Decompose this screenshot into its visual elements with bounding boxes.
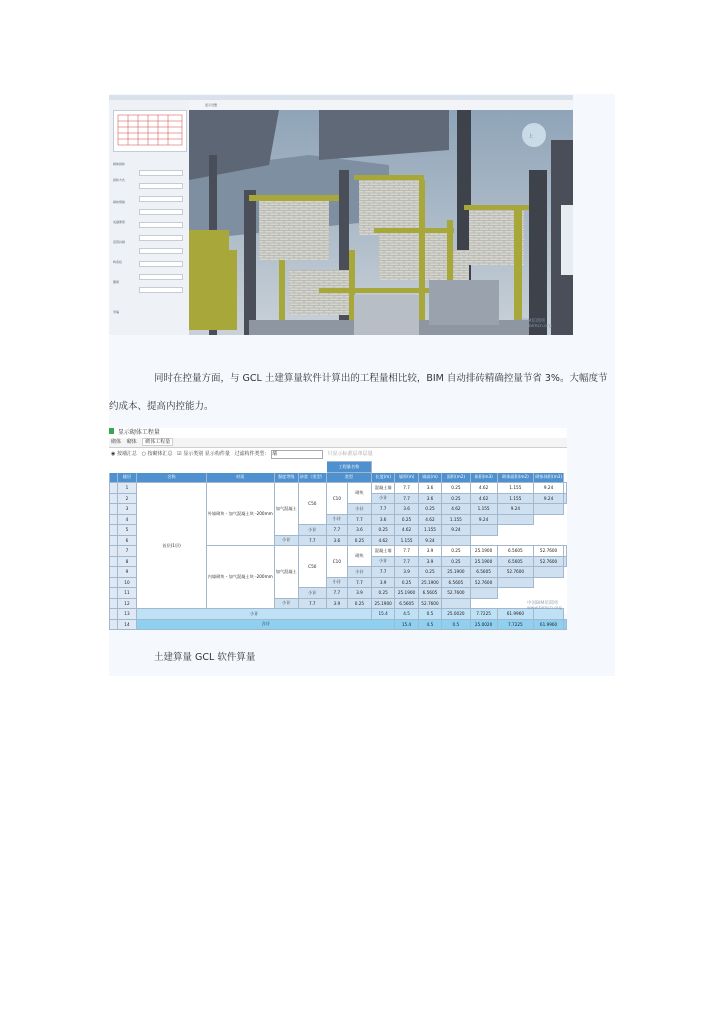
table-cell: 7.7 — [395, 493, 418, 504]
table-cell: 25.0020 — [470, 619, 497, 630]
table-cell: 6.5605 — [497, 546, 534, 557]
tab-1[interactable]: 砌体 — [111, 439, 122, 445]
table-cell: 25.1900 — [442, 567, 470, 578]
table-cell: 4.5 — [418, 619, 441, 630]
table-cell: 9.24 — [418, 535, 441, 546]
bim-3d-screenshot — [109, 95, 573, 335]
table-cell: 小计 — [298, 588, 326, 599]
check-a-label: 显示类别 — [183, 451, 204, 457]
table-cell: 3.9 — [326, 598, 347, 609]
table-cell: 7.7 — [371, 567, 394, 578]
table-cell: 3.9 — [418, 556, 441, 567]
panel-label-6: 构造柱 — [113, 260, 123, 264]
table-cell — [534, 504, 564, 515]
caption-2: 土建算量 GCL 软件算量 — [154, 652, 256, 663]
table-cell: 合计 — [137, 619, 395, 630]
radio-a-label: 按墙汇总 — [116, 451, 137, 457]
table-cell: 3.9 — [418, 546, 441, 557]
app-icon — [109, 428, 114, 434]
bim-model-svg — [189, 110, 573, 335]
panel-fields — [139, 170, 183, 320]
table-cell: 25.0020 — [442, 609, 470, 620]
table-cell: 25.1900 — [371, 598, 394, 609]
table-cell: 3.6 — [326, 535, 347, 546]
table-cell: 0.5 — [418, 609, 441, 620]
check-b-label: 显示构件量 — [204, 451, 230, 457]
table-cell: 1.155 — [497, 493, 534, 504]
table-cell: 1.155 — [470, 504, 497, 515]
table-cell: 10 — [117, 577, 137, 588]
paragraph-line-1: 同时在控量方面，与 GCL 土建算量软件计算出的工程量相比较，BIM 自动排砖精确控量节省 3%。大幅度节 — [154, 373, 608, 384]
table-row[interactable] — [110, 483, 567, 494]
col-volume: 体积(m3) — [470, 472, 497, 483]
table-cell: 1.155 — [395, 535, 418, 546]
table-cell — [110, 577, 118, 588]
table-cell: 7.7 — [371, 504, 394, 515]
table-cell: 6.5605 — [418, 588, 441, 599]
table-cell: 内墙砌块 - 加气混凝土块 -200mm — [206, 546, 274, 609]
panel-label-3: 砌块规格 — [113, 200, 126, 204]
table-cell: 7 — [117, 546, 137, 557]
table-cell: 小计 — [298, 525, 326, 536]
quantity-table — [109, 461, 567, 630]
col-type: 类型 — [326, 472, 371, 483]
table-cell: 14 — [117, 619, 137, 630]
table-cell: 25.1900 — [418, 577, 441, 588]
table-cell: 小计 — [137, 609, 372, 620]
table-cell — [110, 609, 118, 620]
tab-bar — [109, 438, 567, 448]
table-cell — [564, 619, 567, 630]
table-cell: 0.5 — [442, 619, 470, 630]
table-cell: 9.24 — [470, 514, 497, 525]
table-cell: 9.24 — [534, 493, 564, 504]
table-cell: 7.7 — [395, 546, 418, 557]
table-cell: 3.6 — [371, 514, 394, 525]
table-cell: 7.7 — [347, 577, 371, 588]
table-cell: 小计 — [371, 556, 394, 567]
table-cell — [442, 598, 470, 609]
col-block-volume: 砌体体积(m3) — [534, 472, 564, 483]
table-cell: 7.7 — [395, 556, 418, 567]
table-cell: 7.7 — [298, 535, 326, 546]
table-cell: 小计 — [326, 514, 347, 525]
table-cell: 25.1900 — [395, 588, 418, 599]
table-cell: 52.7600 — [470, 577, 497, 588]
col-material: 材质 — [206, 472, 274, 483]
table-cell — [110, 493, 118, 504]
panel-label-4: 灰缝厚度 — [113, 220, 126, 224]
brick-preview-grid — [113, 110, 187, 152]
table-cell: 61.9960 — [497, 609, 534, 620]
table-cell — [497, 577, 534, 588]
table-row[interactable] — [110, 609, 567, 620]
col-mortar: 砂浆（类型） — [298, 472, 326, 483]
col-area: 面积(m2) — [442, 472, 470, 483]
brick-grid-svg — [114, 111, 186, 151]
table-cell: 8 — [117, 556, 137, 567]
check-c-label: 只显示标准层单层量 — [327, 451, 373, 457]
col-length: 长度(m) — [371, 472, 394, 483]
table-cell: 0.25 — [442, 493, 470, 504]
radio-icon[interactable]: ◉ — [111, 451, 116, 457]
filter-select[interactable]: 墙 — [271, 450, 323, 459]
radio-b-label: 按砌体汇总 — [147, 451, 173, 457]
table-cell — [497, 514, 534, 525]
table-cell: 3.9 — [395, 567, 418, 578]
table-cell: 0.25 — [418, 504, 441, 515]
watermark-2: www.bimcn.org — [517, 324, 552, 329]
table-cell: 6.5605 — [470, 567, 497, 578]
table-cell: C10 — [326, 546, 347, 578]
table-cell: 砌块 — [347, 546, 371, 567]
radio-icon-2[interactable]: ○ — [141, 451, 146, 457]
panel-label-5: 顶部斜砌 — [113, 240, 126, 244]
header-group: 工程量名称 — [326, 462, 371, 473]
table-cell: 小计 — [371, 493, 394, 504]
panel-label-2: 排砖方式 — [113, 178, 126, 182]
view-side-toolbar — [561, 205, 573, 275]
table-cell — [110, 588, 118, 599]
table-cell: 2 — [117, 493, 137, 504]
table-cell: 7.7 — [326, 525, 347, 536]
table-cell: 小计 — [274, 535, 298, 546]
table-cell: 3.6 — [347, 525, 371, 536]
table-cell: 小计 — [326, 577, 347, 588]
table-cell — [110, 514, 118, 525]
table-cell: 52.7600 — [534, 546, 564, 557]
table-cell: 0.25 — [395, 577, 418, 588]
table-cell: 小计 — [347, 504, 371, 515]
gcl-table-screenshot — [109, 428, 567, 627]
toolbar-label: 显示设置 — [205, 103, 218, 107]
table-cell: 6 — [117, 535, 137, 546]
table-cell: 52.7600 — [534, 556, 564, 567]
table-cell — [110, 504, 118, 515]
panel-label-7: 圈梁 — [113, 280, 120, 284]
table-cell: 0.25 — [442, 556, 470, 567]
table-cell — [470, 588, 497, 599]
table-cell: 1.155 — [497, 483, 534, 494]
table-cell: 3.6 — [418, 493, 441, 504]
table-cell: 小计 — [274, 598, 298, 609]
table-cell: 13 — [117, 609, 137, 620]
properties-panel — [109, 100, 190, 335]
tab-2[interactable]: 砌体 — [126, 439, 137, 445]
table-cell: 9.24 — [534, 483, 564, 494]
table-cell: 7.7 — [298, 598, 326, 609]
table-cell — [110, 598, 118, 609]
header-row — [110, 472, 567, 483]
table-cell: 1 — [117, 483, 137, 494]
table-cell: 0.25 — [347, 598, 371, 609]
table-cell: 12 — [117, 598, 137, 609]
table-cell: 3.6 — [418, 483, 441, 494]
table-cell — [564, 546, 567, 557]
table-cell — [110, 525, 118, 536]
table-cell: 加气混凝土 — [274, 483, 298, 536]
window-title — [109, 428, 567, 438]
table-cell — [534, 567, 564, 578]
table-cell: 1.155 — [418, 525, 441, 536]
table-cell: 0.25 — [395, 514, 418, 525]
col-block-area: 砌体面积(m2) — [497, 472, 534, 483]
table-cell: 4.62 — [470, 493, 497, 504]
col-grade: 强度等级 — [274, 472, 298, 483]
options-bar — [109, 448, 567, 460]
table-cell — [442, 535, 470, 546]
checkbox-icon[interactable]: ☑ — [177, 451, 182, 457]
table-cell: 7.7 — [326, 588, 347, 599]
table-cell: 4 — [117, 514, 137, 525]
table-cell: 7.7225 — [497, 619, 534, 630]
filter-label: 过滤构件类型： — [234, 451, 270, 457]
table-cell: 小计 — [347, 567, 371, 578]
table-cell: 6.5605 — [497, 556, 534, 567]
table-cell: 加气混凝土 — [274, 546, 298, 599]
table-cell: 3.9 — [347, 588, 371, 599]
table-cell: 52.7600 — [418, 598, 441, 609]
table-cell: 4.5 — [395, 609, 418, 620]
table-cell: 3 — [117, 504, 137, 515]
table-row[interactable] — [110, 619, 567, 630]
panel-label-1: 砌体排砖 — [113, 162, 126, 166]
table-cell: 7.7225 — [470, 609, 497, 620]
table-cell: 4.62 — [418, 514, 441, 525]
table-cell: 61.9960 — [534, 619, 564, 630]
tab-3[interactable]: 砌体工程量 — [142, 438, 173, 446]
col-floor: 楼层 — [117, 472, 137, 483]
table-cell: 5 — [117, 525, 137, 536]
table-cell: 0.25 — [347, 535, 371, 546]
header-row-top — [110, 462, 567, 473]
table-cell: 首层(1层) — [137, 483, 206, 609]
table-cell: 6.5605 — [442, 577, 470, 588]
table-cell — [564, 483, 567, 494]
table-cell — [110, 535, 118, 546]
model-viewport — [189, 110, 573, 335]
table-cell: 0.25 — [442, 546, 470, 557]
table-cell: C50 — [298, 483, 326, 525]
table-watermark-1: 中国BIM培训网 — [527, 601, 558, 606]
compass-label: 上 — [529, 133, 533, 138]
table-cell: 9.24 — [442, 525, 470, 536]
watermark-1: 中国BIM培训网 — [514, 319, 545, 324]
table-cell: 25.1900 — [470, 546, 497, 557]
table-cell: 砌块 — [347, 483, 371, 504]
table-cell: 外墙砌块 - 加气混凝土块 -200mm — [206, 483, 274, 546]
table-cell — [110, 567, 118, 578]
table-cell: 7.7 — [347, 514, 371, 525]
table-cell — [564, 556, 567, 567]
paragraph-line-2: 约成本、提高内控能力。 — [109, 401, 214, 412]
table-cell: 15.4 — [395, 619, 418, 630]
window-title-text: 显示砌体工程量 — [117, 429, 160, 436]
table-cell: 混凝土墙 — [371, 546, 394, 557]
table-cell: 混凝土墙 — [371, 483, 394, 494]
table-cell — [110, 483, 118, 494]
table-cell — [564, 493, 567, 504]
col-height: 墙高(m) — [418, 472, 441, 483]
table-cell: 9.24 — [497, 504, 534, 515]
table-cell: 4.62 — [395, 525, 418, 536]
col-name: 名称 — [137, 472, 206, 483]
table-cell — [110, 619, 118, 630]
table-cell — [110, 546, 118, 557]
table-cell: 52.7600 — [497, 567, 534, 578]
table-cell: 0.25 — [371, 588, 394, 599]
panel-label-8: 导墙 — [113, 310, 120, 314]
table-cell: 7.7 — [395, 483, 418, 494]
table-cell: 0.25 — [371, 525, 394, 536]
table-cell: 6.5605 — [395, 598, 418, 609]
table-cell: 15.4 — [371, 609, 394, 620]
table-watermark-2: www.bimcn.org — [527, 606, 562, 611]
table-cell: C50 — [298, 546, 326, 588]
table-cell: 4.62 — [371, 535, 394, 546]
table-cell: 9 — [117, 567, 137, 578]
table-cell: 52.7600 — [442, 588, 470, 599]
table-cell: 4.62 — [470, 483, 497, 494]
table-cell: 0.25 — [418, 567, 441, 578]
table-cell — [110, 556, 118, 567]
table-cell: C10 — [326, 483, 347, 515]
table-cell: 3.9 — [371, 577, 394, 588]
table-cell: 0.25 — [442, 483, 470, 494]
table-cell — [470, 525, 497, 536]
table-cell: 3.6 — [395, 504, 418, 515]
table-cell: 1.155 — [442, 514, 470, 525]
table-cell: 11 — [117, 588, 137, 599]
col-thickness: 墙厚(m) — [395, 472, 418, 483]
table-cell: 4.62 — [442, 504, 470, 515]
table-cell: 25.1900 — [470, 556, 497, 567]
